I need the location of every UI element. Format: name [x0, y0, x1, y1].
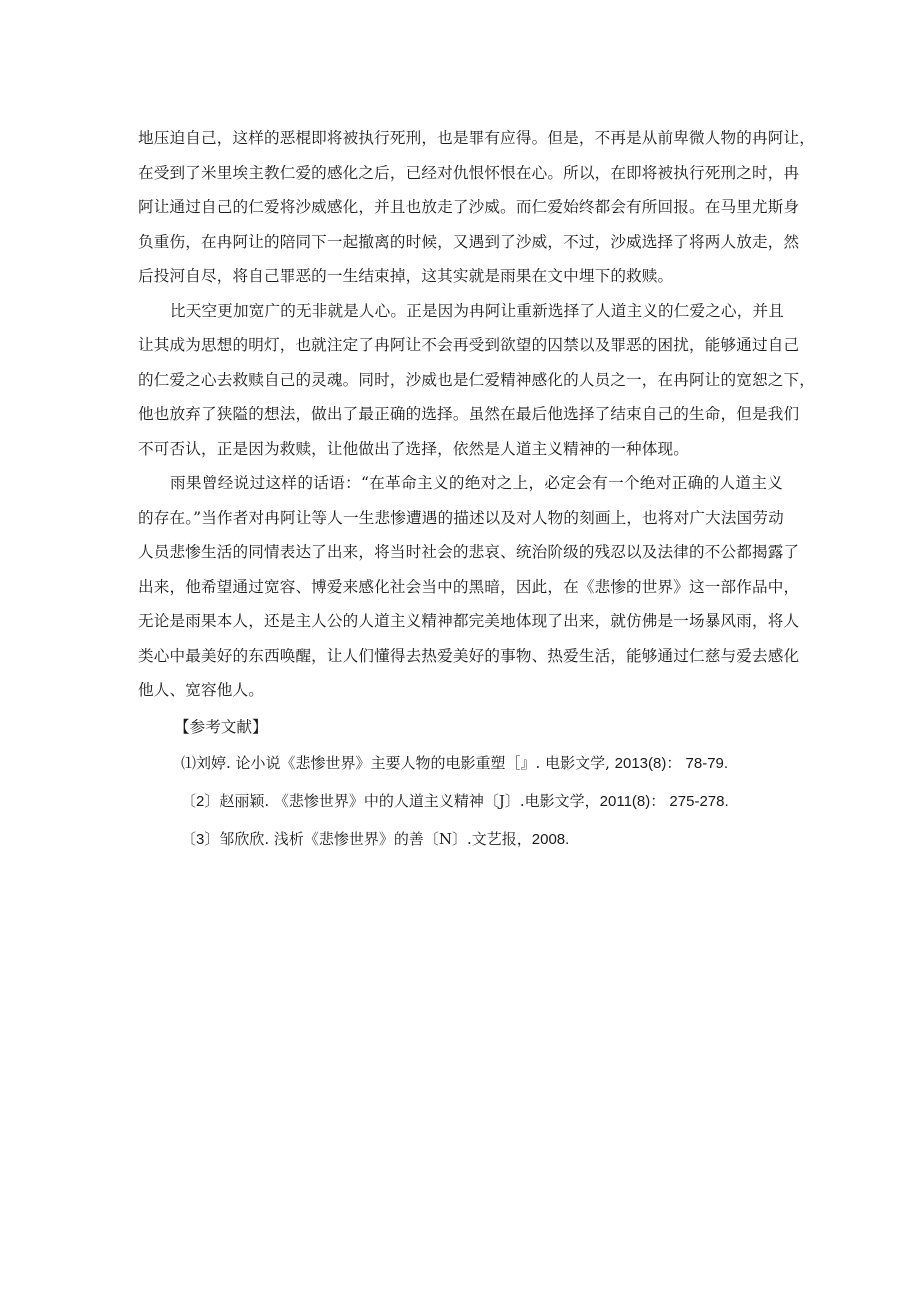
body-paragraph-1 [138, 121, 815, 294]
reference-label: 〔3〕 [181, 830, 220, 848]
reference-text: 刘婷. 论小说《悲惨世界》主要人物的电影重塑［』. 电影文学, [196, 753, 615, 772]
reference-text: 赵丽颖. 《悲惨世界》中的人道主义精神〔J〕.电影文学， [219, 791, 600, 810]
text-line: 让其成为思想的明灯，也就注定了冉阿让不会再受到欲望的囚禁以及罪恶的困扰，能够通过自己 [138, 336, 800, 354]
text-line: 后投河自尽，将自己罪恶的一生结束掉，这其实就是雨果在文中埋下的救赎。 [138, 267, 674, 285]
text-line: 出来，他希望通过宽容、博爱来感化社会当中的黑暗，因此，在《悲惨的世界》这一部作品中， [138, 577, 800, 596]
reference-label: ⑴ [181, 753, 197, 772]
text-line: 人员悲惨生活的同情表达了出来，将当时社会的悲哀、统治阶级的残忍以及法律的不公都揭露了 [138, 543, 800, 561]
text-line: 无论是雨果本人，还是主人公的人道主义精神都完美地体现了出来，就仿佛是一场暴风雨，将人 [138, 612, 800, 630]
reference-tail: 2013(8)： 78-79. [614, 754, 729, 772]
document-page [138, 121, 815, 858]
text-line: 的存在。”当作者对冉阿让等人一生悲惨遭遇的描述以及对人物的刻画上，也将对广大法国劳动 [138, 508, 784, 527]
reference-tail: 2011(8)： 275-278. [599, 792, 729, 810]
text-line: 比天空更加宽广的无非就是人心。正是因为冉阿让重新选择了人道主义的仁爱之心，并且 [170, 301, 785, 320]
references-list [138, 744, 783, 858]
text-line: 不可否认，正是因为救赎，让他做出了选择，依然是人道主义精神的一种体现。 [138, 439, 690, 458]
text-line: 雨果曾经说过这样的话语：“在革命主义的绝对之上，必定会有一个绝对正确的人道主义 [170, 474, 783, 492]
references-heading: 【参考文献】 [174, 717, 268, 736]
text-line: 他也放弃了狭隘的想法，做出了最正确的选择。虽然在最后他选择了结束自己的生命，但是我们 [138, 405, 800, 423]
text-line: 他人、宽容他人。 [138, 681, 264, 699]
body-paragraph-2 [138, 294, 815, 467]
reference-text: 邹欣欣. 浅析《悲惨世界》的善〔N〕.文艺报， [219, 829, 532, 848]
text-line: 类心中最美好的东西唤醒，让人们懂得去热爱美好的事物、热爱生活，能够通过仁慈与爱去感化 [138, 646, 800, 665]
text-line: 阿让通过自己的仁爱将沙威感化，并且也放走了沙威。而仁爱始终都会有所回报。在马里尤斯身 [138, 198, 800, 216]
text-line: 负重伤，在冉阿让的陪同下一起撤离的时候，又遇到了沙威，不过，沙威选择了将两人放走，然 [138, 232, 800, 251]
reference-item [138, 744, 783, 782]
reference-item [138, 782, 783, 820]
reference-tail: 2008. [531, 830, 570, 848]
reference-label: 〔2〕 [181, 792, 220, 810]
text-line: 地压迫自己，这样的恶棍即将被执行死刑，也是罪有应得。但是，不再是从前卑微人物的冉阿让， [138, 129, 815, 147]
text-line: 在受到了米里埃主教仁爱的感化之后，已经对仇恨怀恨在心。所以，在即将被执行死刑之时，冉 [138, 163, 800, 182]
body-paragraph-3 [138, 466, 800, 708]
reference-item [138, 820, 783, 858]
text-line: 的仁爱之心去救赎自己的灵魂。同时，沙威也是仁爱精神感化的人员之一，在冉阿让的宽恕之下， [138, 370, 815, 389]
